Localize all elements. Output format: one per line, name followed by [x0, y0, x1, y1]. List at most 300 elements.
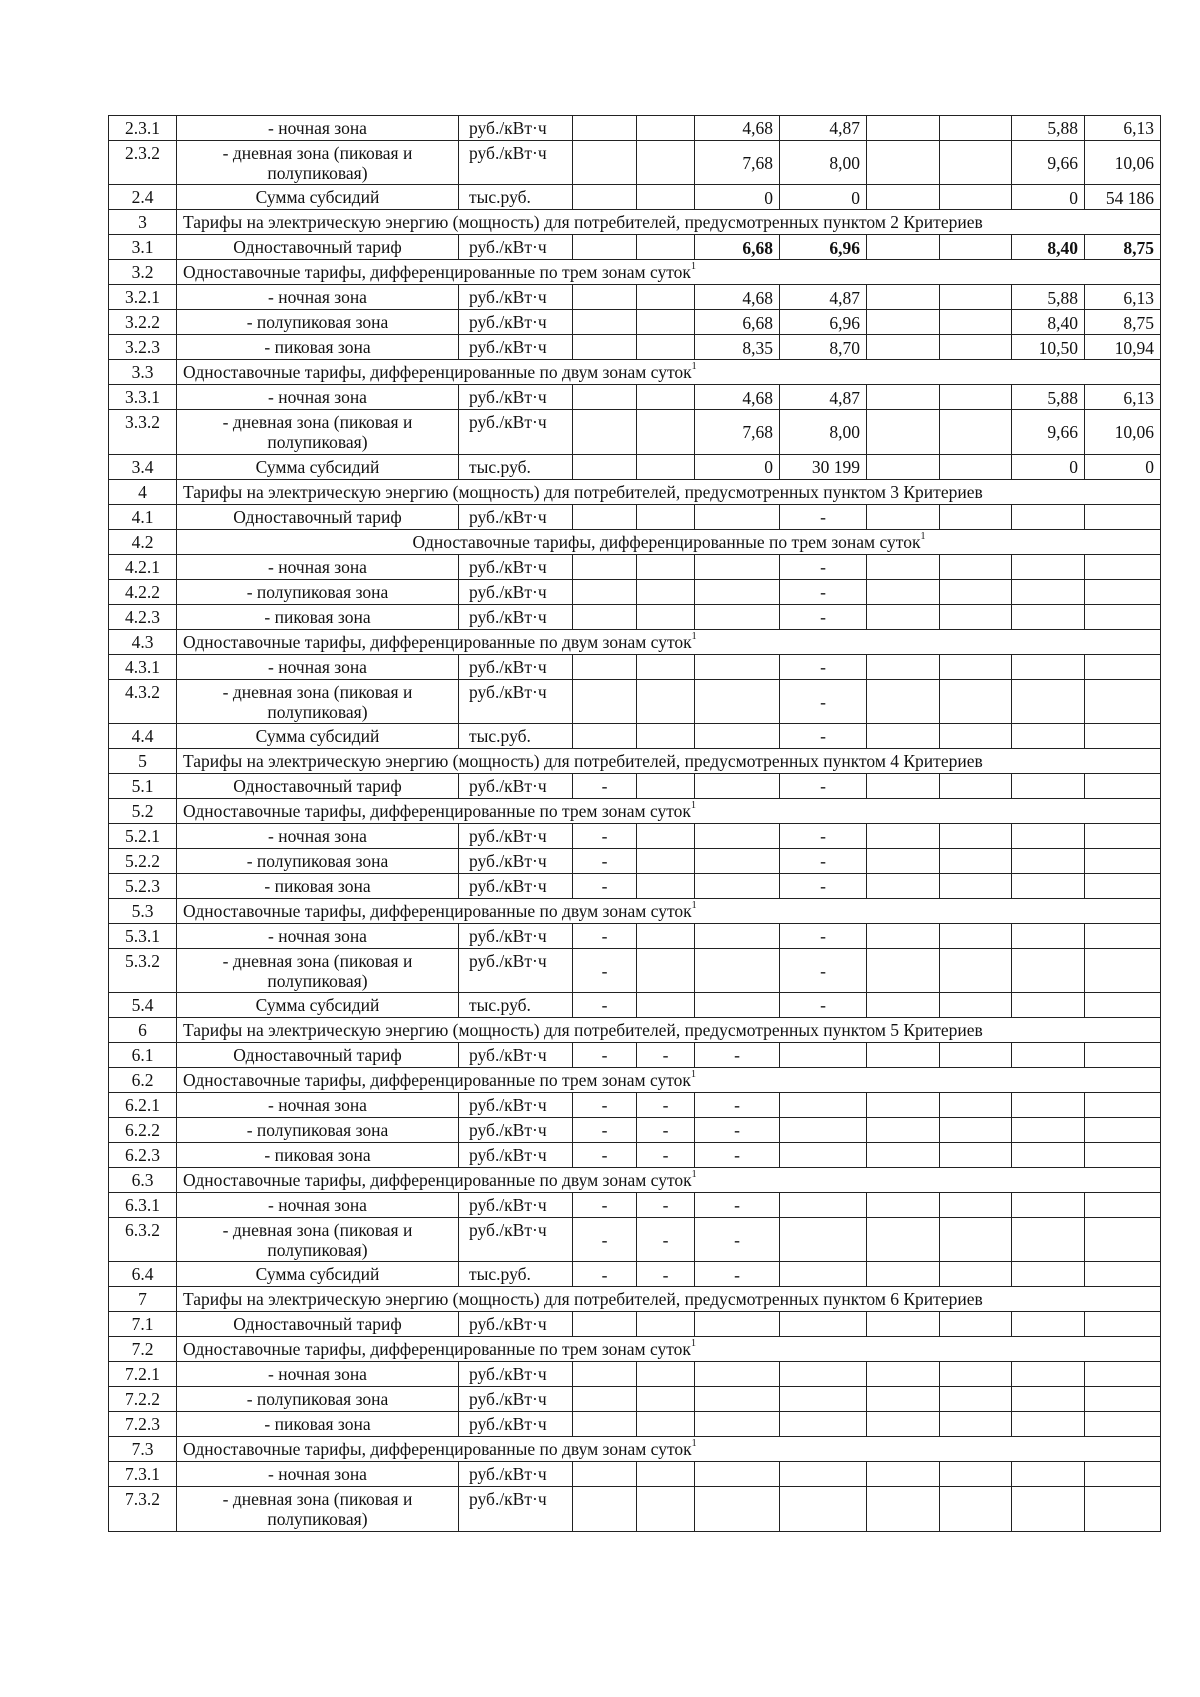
row-number: 7.3.2 [109, 1487, 177, 1531]
unit-cell: руб./кВт·ч [459, 385, 573, 410]
value-cell: - [637, 1193, 695, 1218]
value-cell [780, 1487, 867, 1531]
unit-cell: руб./кВт·ч [459, 1412, 573, 1437]
indicator-name: - ночная зона [177, 1462, 459, 1487]
unit-cell: руб./кВт·ч [459, 310, 573, 335]
value-cell [1012, 1143, 1085, 1168]
unit-cell: руб./кВт·ч [459, 1118, 573, 1143]
table-row [109, 385, 1161, 410]
value-cell [573, 185, 637, 210]
value-cell [780, 1218, 867, 1262]
table-row [109, 723, 1161, 748]
value-cell [867, 1412, 940, 1437]
value-cell: 8,00 [780, 410, 867, 454]
unit-cell: руб./кВт·ч [459, 1143, 573, 1168]
value-cell [1012, 873, 1085, 898]
value-cell [940, 823, 1012, 848]
value-cell [867, 454, 940, 479]
value-cell [637, 235, 695, 260]
value-cell [637, 723, 695, 748]
value-cell: 6,68 [695, 235, 780, 260]
indicator-name: - ночная зона [177, 654, 459, 679]
value-cell [940, 1193, 1012, 1218]
value-cell [867, 1043, 940, 1068]
value-cell: 6,13 [1085, 116, 1161, 141]
value-cell [1012, 1262, 1085, 1287]
table-row [109, 1362, 1161, 1387]
value-cell [573, 116, 637, 141]
row-number: 7.2.3 [109, 1412, 177, 1437]
value-cell [695, 1462, 780, 1487]
value-cell: - [695, 1193, 780, 1218]
value-cell [637, 310, 695, 335]
value-cell [867, 385, 940, 410]
value-cell [780, 1193, 867, 1218]
value-cell: 6,96 [780, 235, 867, 260]
value-cell: - [780, 679, 867, 723]
value-cell [637, 141, 695, 185]
row-number: 4.3.1 [109, 654, 177, 679]
indicator-name: - ночная зона [177, 1193, 459, 1218]
tariff-table [108, 115, 1161, 1532]
value-cell [867, 948, 940, 992]
value-cell: 0 [780, 185, 867, 210]
row-number: 4.2 [109, 529, 177, 554]
row-number: 4.2.1 [109, 554, 177, 579]
value-cell [1012, 1193, 1085, 1218]
value-cell [940, 385, 1012, 410]
table-row [109, 1093, 1161, 1118]
value-cell: 7,68 [695, 410, 780, 454]
table-row [109, 1387, 1161, 1412]
table-row [109, 1218, 1161, 1262]
value-cell [637, 993, 695, 1018]
value-cell [940, 310, 1012, 335]
value-cell: 10,06 [1085, 410, 1161, 454]
section-header-row [109, 798, 1161, 823]
tariff-document-page [108, 115, 1160, 1532]
section-header-row [109, 1437, 1161, 1462]
indicator-name: - пиковая зона [177, 873, 459, 898]
row-number: 2.4 [109, 185, 177, 210]
indicator-name: - дневная зона (пиковая и полупиковая) [177, 410, 459, 454]
section-header-row [109, 260, 1161, 285]
value-cell [695, 993, 780, 1018]
section-title [177, 898, 1161, 923]
value-cell [780, 1093, 867, 1118]
value-cell: 8,40 [1012, 310, 1085, 335]
value-cell: 8,70 [780, 335, 867, 360]
value-cell [695, 773, 780, 798]
table-row [109, 948, 1161, 992]
section-title [177, 1287, 1161, 1312]
value-cell [1085, 948, 1161, 992]
section-title-text: Тарифы на электрическую энергию (мощность) для потребителей, предусмотренных пунктом 3 Критериев [183, 481, 983, 502]
unit-cell: руб./кВт·ч [459, 579, 573, 604]
value-cell [1012, 923, 1085, 948]
value-cell: - [780, 948, 867, 992]
section-header-row [109, 529, 1161, 554]
value-cell [867, 285, 940, 310]
value-cell: - [573, 1262, 637, 1287]
value-cell [940, 679, 1012, 723]
unit-cell: руб./кВт·ч [459, 948, 573, 992]
row-number: 6.2.1 [109, 1093, 177, 1118]
unit-cell: тыс.руб. [459, 723, 573, 748]
value-cell: 9,66 [1012, 410, 1085, 454]
unit-cell: руб./кВт·ч [459, 335, 573, 360]
footnote-mark: 1 [690, 799, 696, 811]
value-cell: 10,94 [1085, 335, 1161, 360]
value-cell: 5,88 [1012, 285, 1085, 310]
value-cell [1012, 1487, 1085, 1531]
value-cell [940, 410, 1012, 454]
indicator-name: Одноставочный тариф [177, 773, 459, 798]
value-cell [637, 385, 695, 410]
section-title-text: Одноставочные тарифы, дифференцированные по двум зонам суток [183, 900, 692, 921]
row-number: 4.3 [109, 629, 177, 654]
table-row [109, 923, 1161, 948]
section-header-row [109, 1168, 1161, 1193]
section-title-text: Одноставочные тарифы, дифференцированные по двум зонам суток [183, 362, 692, 383]
value-cell [940, 1218, 1012, 1262]
value-cell: - [573, 948, 637, 992]
value-cell [780, 1143, 867, 1168]
value-cell [1012, 1118, 1085, 1143]
table-row [109, 1412, 1161, 1437]
table-row [109, 848, 1161, 873]
indicator-name: - дневная зона (пиковая и полупиковая) [177, 1487, 459, 1531]
section-header-row [109, 210, 1161, 235]
section-title [177, 360, 1161, 385]
table-row [109, 1462, 1161, 1487]
value-cell [1085, 1043, 1161, 1068]
value-cell [637, 948, 695, 992]
value-cell [573, 654, 637, 679]
unit-cell: руб./кВт·ч [459, 773, 573, 798]
value-cell [1085, 1143, 1161, 1168]
section-title-text: Одноставочные тарифы, дифференцированные по трем зонам суток [183, 262, 691, 283]
value-cell: 6,13 [1085, 285, 1161, 310]
value-cell: 4,68 [695, 385, 780, 410]
value-cell: - [637, 1043, 695, 1068]
unit-cell: руб./кВт·ч [459, 1193, 573, 1218]
row-number: 2.3.2 [109, 141, 177, 185]
row-number: 4.2.3 [109, 604, 177, 629]
value-cell [573, 310, 637, 335]
value-cell: - [573, 848, 637, 873]
value-cell [867, 723, 940, 748]
section-title-text: Одноставочные тарифы, дифференцированные по двум зонам суток [183, 631, 692, 652]
value-cell [573, 1462, 637, 1487]
value-cell [1012, 1462, 1085, 1487]
value-cell: - [573, 923, 637, 948]
table-row [109, 185, 1161, 210]
value-cell [1012, 1387, 1085, 1412]
value-cell [573, 723, 637, 748]
table-row [109, 1118, 1161, 1143]
value-cell: 8,40 [1012, 235, 1085, 260]
section-title [177, 210, 1161, 235]
value-cell [867, 310, 940, 335]
indicator-name: - пиковая зона [177, 1412, 459, 1437]
section-title [177, 798, 1161, 823]
unit-cell: тыс.руб. [459, 454, 573, 479]
section-title [177, 748, 1161, 773]
value-cell [867, 823, 940, 848]
value-cell [637, 410, 695, 454]
value-cell [695, 604, 780, 629]
value-cell [1085, 504, 1161, 529]
value-cell [940, 1462, 1012, 1487]
unit-cell: руб./кВт·ч [459, 116, 573, 141]
value-cell [867, 1312, 940, 1337]
value-cell [940, 948, 1012, 992]
row-number: 3.2.3 [109, 335, 177, 360]
row-number: 5.4 [109, 993, 177, 1018]
value-cell: 0 [1012, 454, 1085, 479]
section-title-text: Одноставочные тарифы, дифференцированные по трем зонам суток [183, 1070, 691, 1090]
row-number: 5.2.1 [109, 823, 177, 848]
value-cell [637, 679, 695, 723]
value-cell [637, 285, 695, 310]
table-row [109, 873, 1161, 898]
table-row [109, 579, 1161, 604]
value-cell [573, 504, 637, 529]
row-number: 7.3.1 [109, 1462, 177, 1487]
indicator-name: Сумма субсидий [177, 185, 459, 210]
footnote-mark: 1 [690, 1069, 696, 1080]
value-cell [573, 1312, 637, 1337]
row-number: 4.1 [109, 504, 177, 529]
value-cell: 0 [1012, 185, 1085, 210]
table-row [109, 310, 1161, 335]
value-cell [637, 1362, 695, 1387]
indicator-name: - пиковая зона [177, 335, 459, 360]
indicator-name: - дневная зона (пиковая и полупиковая) [177, 1218, 459, 1262]
value-cell [940, 116, 1012, 141]
value-cell [940, 504, 1012, 529]
value-cell [867, 1462, 940, 1487]
value-cell [780, 1043, 867, 1068]
value-cell: 8,00 [780, 141, 867, 185]
indicator-name: - полупиковая зона [177, 1387, 459, 1412]
value-cell [1085, 1412, 1161, 1437]
unit-cell: руб./кВт·ч [459, 1362, 573, 1387]
indicator-name: Сумма субсидий [177, 454, 459, 479]
value-cell [1012, 848, 1085, 873]
value-cell: - [780, 579, 867, 604]
value-cell: - [695, 1143, 780, 1168]
value-cell [867, 1093, 940, 1118]
row-number: 5.3 [109, 898, 177, 923]
row-number: 3.3.1 [109, 385, 177, 410]
value-cell: - [695, 1043, 780, 1068]
section-title-text: Одноставочные тарифы, дифференцированные по двум зонам суток [183, 1439, 692, 1460]
value-cell: - [573, 873, 637, 898]
row-number: 3.2.2 [109, 310, 177, 335]
value-cell [867, 116, 940, 141]
footnote-mark: 1 [691, 361, 697, 373]
row-number: 4 [109, 479, 177, 504]
value-cell [1012, 773, 1085, 798]
value-cell [940, 873, 1012, 898]
value-cell [695, 823, 780, 848]
value-cell [637, 654, 695, 679]
value-cell [780, 1462, 867, 1487]
row-number: 6.2.3 [109, 1143, 177, 1168]
value-cell [1085, 823, 1161, 848]
value-cell: 6,13 [1085, 385, 1161, 410]
indicator-name: - дневная зона (пиковая и полупиковая) [177, 948, 459, 992]
table-row [109, 116, 1161, 141]
section-title-text: Тарифы на электрическую энергию (мощность) для потребителей, предусмотренных пунктом 4 Критериев [183, 750, 983, 771]
row-number: 4.4 [109, 723, 177, 748]
value-cell [1012, 1412, 1085, 1437]
table-row [109, 823, 1161, 848]
row-number: 6.3.1 [109, 1193, 177, 1218]
unit-cell: руб./кВт·ч [459, 1312, 573, 1337]
value-cell [867, 604, 940, 629]
value-cell: - [637, 1093, 695, 1118]
value-cell [867, 993, 940, 1018]
section-title [177, 1068, 1161, 1093]
value-cell [637, 1387, 695, 1412]
value-cell [780, 1262, 867, 1287]
value-cell [1012, 1093, 1085, 1118]
value-cell: 4,68 [695, 285, 780, 310]
value-cell [940, 723, 1012, 748]
unit-cell: руб./кВт·ч [459, 654, 573, 679]
value-cell: 6,68 [695, 310, 780, 335]
value-cell [1085, 604, 1161, 629]
value-cell: - [780, 723, 867, 748]
value-cell [1085, 1218, 1161, 1262]
value-cell [1085, 1362, 1161, 1387]
row-number: 5.3.2 [109, 948, 177, 992]
value-cell [940, 579, 1012, 604]
value-cell [940, 993, 1012, 1018]
value-cell [695, 504, 780, 529]
value-cell [637, 116, 695, 141]
value-cell [573, 335, 637, 360]
value-cell: - [695, 1262, 780, 1287]
indicator-name: Одноставочный тариф [177, 1043, 459, 1068]
value-cell [637, 873, 695, 898]
footnote-mark: 1 [690, 261, 696, 273]
row-number: 3.2.1 [109, 285, 177, 310]
value-cell [867, 679, 940, 723]
value-cell [867, 579, 940, 604]
value-cell: - [780, 504, 867, 529]
row-number: 7.2.2 [109, 1387, 177, 1412]
indicator-name: - полупиковая зона [177, 1118, 459, 1143]
value-cell [1012, 679, 1085, 723]
indicator-name: - ночная зона [177, 823, 459, 848]
section-title [177, 260, 1161, 285]
value-cell [1085, 1093, 1161, 1118]
row-number: 5.3.1 [109, 923, 177, 948]
value-cell: - [573, 1043, 637, 1068]
indicator-name: - пиковая зона [177, 1143, 459, 1168]
table-row [109, 410, 1161, 454]
value-cell: 30 199 [780, 454, 867, 479]
value-cell [1012, 1312, 1085, 1337]
value-cell [695, 1487, 780, 1531]
value-cell: - [695, 1218, 780, 1262]
row-number: 3.3 [109, 360, 177, 385]
table-row [109, 604, 1161, 629]
indicator-name: - полупиковая зона [177, 848, 459, 873]
section-header-row [109, 1068, 1161, 1093]
value-cell [940, 773, 1012, 798]
value-cell [940, 1043, 1012, 1068]
footnote-mark: 1 [691, 1438, 697, 1450]
table-row [109, 1487, 1161, 1531]
unit-cell: руб./кВт·ч [459, 554, 573, 579]
unit-cell: руб./кВт·ч [459, 504, 573, 529]
value-cell [695, 579, 780, 604]
value-cell [1085, 1193, 1161, 1218]
value-cell [1012, 554, 1085, 579]
value-cell [1085, 1462, 1161, 1487]
value-cell: - [780, 554, 867, 579]
value-cell [940, 141, 1012, 185]
value-cell: 7,68 [695, 141, 780, 185]
section-title-text: Одноставочные тарифы, дифференцированные по трем зонам суток [183, 800, 691, 821]
row-number: 6.2 [109, 1068, 177, 1093]
row-number: 5.2.3 [109, 873, 177, 898]
value-cell [637, 554, 695, 579]
value-cell [1085, 723, 1161, 748]
value-cell [1085, 993, 1161, 1018]
row-number: 6.3 [109, 1168, 177, 1193]
section-title-text: Тарифы на электрическую энергию (мощность) для потребителей, предусмотренных пунктом 6 Критериев [183, 1289, 983, 1310]
row-number: 6 [109, 1018, 177, 1043]
value-cell: 10,06 [1085, 141, 1161, 185]
table-row [109, 504, 1161, 529]
indicator-name: Одноставочный тариф [177, 504, 459, 529]
unit-cell: руб./кВт·ч [459, 1043, 573, 1068]
section-header-row [109, 748, 1161, 773]
unit-cell: руб./кВт·ч [459, 1218, 573, 1262]
value-cell: - [780, 823, 867, 848]
section-header-row [109, 629, 1161, 654]
unit-cell: руб./кВт·ч [459, 923, 573, 948]
value-cell [637, 454, 695, 479]
section-title-text: Одноставочные тарифы, дифференцированные по трем зонам суток [412, 531, 921, 552]
table-row [109, 1262, 1161, 1287]
indicator-name: - ночная зона [177, 116, 459, 141]
value-cell [1085, 679, 1161, 723]
value-cell [695, 723, 780, 748]
row-number: 5.2.2 [109, 848, 177, 873]
indicator-name: - ночная зона [177, 923, 459, 948]
table-row [109, 554, 1161, 579]
value-cell: 4,68 [695, 116, 780, 141]
value-cell: 5,88 [1012, 385, 1085, 410]
value-cell [940, 454, 1012, 479]
value-cell: - [780, 993, 867, 1018]
value-cell [867, 923, 940, 948]
row-number: 6.3.2 [109, 1218, 177, 1262]
value-cell [940, 1118, 1012, 1143]
section-title [177, 479, 1161, 504]
value-cell: - [637, 1143, 695, 1168]
value-cell: 54 186 [1085, 185, 1161, 210]
unit-cell: руб./кВт·ч [459, 873, 573, 898]
indicator-name: Одноставочный тариф [177, 1312, 459, 1337]
